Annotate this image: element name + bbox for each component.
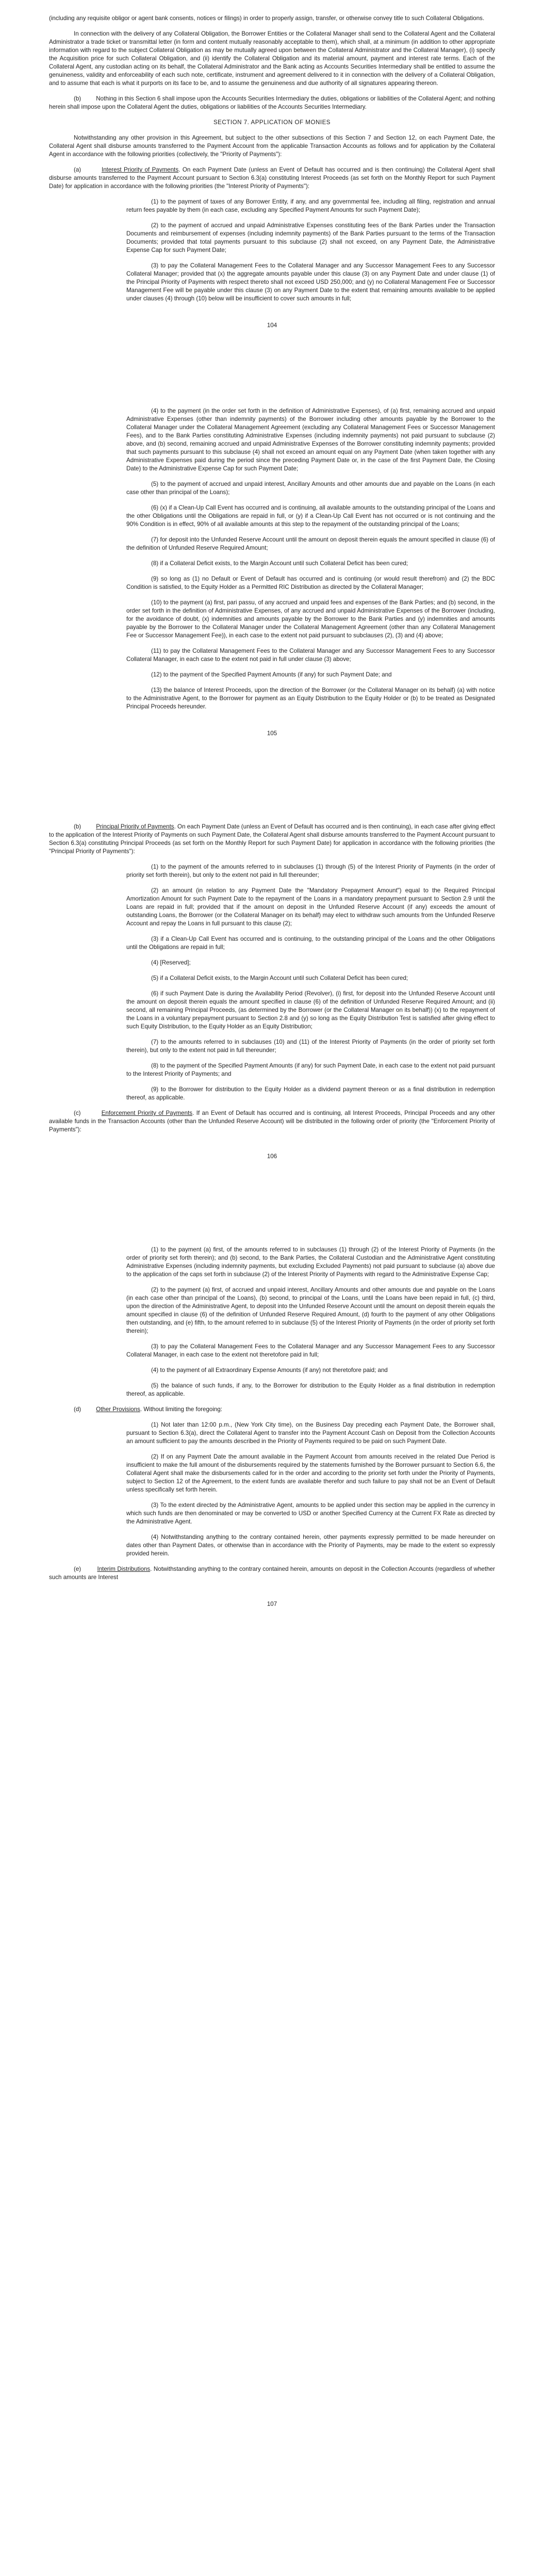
- list-item: (6) (x) if a Clean-Up Call Event has occurred and is continuing, all available amounts to the outstanding principal of the Loans and the other Obligations until the Obligations are repaid in full, or (y) if a Clean-Up Call Event has not occurred or is not continuing and the 90% Condition is in effect, 90% of all available amounts at this step to the repayment of the outstanding principal of the Loans;: [126, 504, 495, 528]
- page-number: 105: [267, 730, 277, 737]
- subsection-label: (d): [74, 1406, 81, 1413]
- delivery-paragraph: In connection with the delivery of any Collateral Obligation, the Borrower Entities or the Collateral Manager shall send to the Collateral Agent and the Collateral Administrator a trade ticket or transmittal letter (in form and content mutually reasonably acceptable to them), which shall, at a minimum (in addition to other appropriate information with regard to the subject Collateral Obligation as may be mutually agreed upon between the Collateral Administrator and the Collateral Manager), (i) specify the Acquisition price for such Collateral Obligation, and (ii) identify the Collateral Obligation and its material amount, payment and interest rate terms. Each of the Collateral Agent, any custodian acting on its behalf, the Collateral Administrator and the Bank acting as Accounts Securities Intermediary shall be entitled to assume the genuineness, validity and enforceability of each such note, certificate, instrument and agreement delivered to it in connection with the delivery of a Collateral Obligation, and to assume that each is what it purports on its face to be, and to assume the genuineness and due authority of all signatures appearing thereon.: [49, 30, 495, 87]
- interest-priority-heading: [49, 166, 495, 191]
- list-item: (4) [Reserved];: [151, 959, 191, 966]
- page-number: 107: [267, 1601, 277, 1607]
- subsection-title: Principal Priority of Payments: [96, 823, 174, 830]
- enforcement-priority-heading: [49, 1109, 495, 1134]
- list-item: (3) to pay the Collateral Management Fees to the Collateral Manager and any Successor Management Fees to any Successor Collateral Manager, in each case to the extent not theretofore paid in full;: [126, 1343, 495, 1358]
- list-item: (6) if such Payment Date is during the Availability Period (Revolver), (i) first, for deposit into the Unfunded Reserve Account until the amount on deposit therein equals the amount specified in clause (6) of the definition of Unfunded Reserve Required Amount; and (ii) second, all remaining Principal Proceeds, (as determined by the Borrower (or the Collateral Manager on its behalf)) (x) to the repayment of the Loans in a voluntary prepayment pursuant to Section 2.8 and (y) so long as the Equity Distribution Test is satisfied after giving effect to such Equity Distribution, to the Equity Holder as an Equity Distribution;: [126, 990, 495, 1030]
- list-item: (4) to the payment of all Extraordinary Expense Amounts (if any) not theretofore paid; and: [151, 1367, 388, 1374]
- list-item: (8) if a Collateral Deficit exists, to the Margin Account until such Collateral Deficit has been cured;: [151, 560, 408, 567]
- list-item: (5) if a Collateral Deficit exists, to the Margin Account until such Collateral Deficit has been cured;: [151, 975, 408, 981]
- section-intro: Notwithstanding any other provision in this Agreement, but subject to the other subsections of this Section 7 and Section 12, on each Payment Date, the Collateral Agent shall disburse amounts transferred to the Payment Account from the applicable Transaction Accounts as follows and for application by the Collateral Agent in accordance with the following priorities (collectively, the "Priority of Payments"):: [49, 134, 495, 158]
- list-item: (10) to the payment (a) first, pari passu, of any accrued and unpaid fees and expenses of the Bank Parties; and (b) second, in the order set forth in the definition of Administrative Expenses, of any accrued and unpaid Administrative Expenses of the Borrower (including, for the avoidance of doubt, (x) indemnities and amounts payable by the Borrower to the Bank Parties and (y) indemnities and amounts payable by the Borrower to the Collateral Manager under the Collateral Management Agreement (other than any Collateral Management Fee or Successor Management Fee)), in each case to the extent not paid pursuant to subclauses (2), (3) and (4) above;: [126, 599, 495, 639]
- subsection-title: Interim Distributions: [97, 1566, 151, 1572]
- list-item: (3) to pay the Collateral Management Fees to the Collateral Manager and any Successor Management Fees to any Successor Collateral Manager; provided that (x) the aggregate amounts payable under this clause (3) on any Payment Date and under clause (1) of the Principal Priority of Payments with respect thereto shall not exceed USD 250,000; and (y) no Collateral Management Fee or Successor Management Fee will be payable under this clause (3) on any Payment Date to the extent that remaining amounts available to be applied under clauses (4) through (10) below will be insufficient to cover such amounts in full;: [126, 262, 495, 302]
- subsection-text: . On each Payment Date (unless an Event of Default has occurred and is then continuing), in each case after giving effect to the application of the Interest Priority of Payments on such Payment Date, the Collateral Agent shall disburse amounts transferred to the Payment Account pursuant to Section 6.3(a) constituting Principal Proceeds (as set forth on the Monthly Report for such Payment Date) for application in accordance with the following priorities (the "Principal Priority of Payments"):: [49, 823, 495, 855]
- list-item: (7) to the amounts referred to in subclauses (10) and (11) of the Interest Priority of Payments (in the order of priority set forth therein), but only to the extent not paid in full thereunder;: [126, 1039, 495, 1054]
- section-heading: SECTION 7. APPLICATION OF MONIES: [213, 119, 331, 126]
- page-104: [49, 14, 495, 330]
- list-item: (9) to the Borrower for distribution to the Equity Holder as a dividend payment thereon or as a final distribution in redemption thereof, as applicable.: [126, 1086, 495, 1101]
- list-item: (1) to the payment (a) first, of the amounts referred to in subclauses (1) through (2) of the Interest Priority of Payments (in the order of priority set forth therein); and (b) second, to the Bank Parties, the Collateral Custodian and the Administrative Agent constituting Administrative Expenses (including indemnity payments, but excluding Excluded Payments) not paid pursuant to subclause (a) above due to the application of the caps set forth in subclause (2) of the Interest Priority of Payments with regard to the Administrative Expense Cap;: [126, 1246, 495, 1278]
- subsection-text: . If an Event of Default has occurred and is continuing, all Interest Proceeds, Principal Proceeds and any other available funds in the Transaction Accounts (other than the Unfunded Reserve Account) will be distributed in the following order of priority (the "Enforcement Priority of Payments"):: [49, 1110, 495, 1133]
- list-item: (5) to the payment of accrued and unpaid interest, Ancillary Amounts and other amounts due and payable on the Loans (in each case other than principal of the Loans);: [126, 481, 495, 496]
- list-item: (3) if a Clean-Up Call Event has occurred and is continuing, to the outstanding principal of the Loans and the other Obligations until the Obligations are repaid in full;: [126, 936, 495, 951]
- list-item: (2) an amount (in relation to any Payment Date the "Mandatory Prepayment Amount") equal to the Required Principal Amortization Amount for such Payment Date to the repayment of the Loans in a mandatory prepayment pursuant to Section 2.9 until the Loans are repaid in full; provided that if the amount on deposit in the Unfunded Reserve Account (if any) exceeds the amount of outstanding Loans, the Borrower (or the Collateral Manager on its behalf) may elect to withdraw such amounts from the Unfunded Reserve Account and repay the Loans in full pursuant to this clause (2);: [126, 887, 495, 927]
- list-item: (4) Notwithstanding anything to the contrary contained herein, other payments expressly permitted to be made hereunder on dates other than Payment Dates, or otherwise than in accordance with the Priority of Payments, may be made to the extent so expressly provided herein.: [126, 1534, 495, 1557]
- principal-priority-heading: [49, 823, 495, 856]
- list-item: (8) to the payment of the Specified Payment Amounts (if any) for such Payment Date, in each case to the extent not paid pursuant to the Interest Priority of Payments; and: [126, 1062, 495, 1077]
- other-provisions-heading: [49, 1405, 495, 1414]
- interim-distributions-heading: [49, 1565, 495, 1582]
- list-item: (1) to the payment of the amounts referred to in subclauses (1) through (5) of the Interest Priority of Payments (in the order of priority set forth therein), but only to the extent not paid in full thereunder;: [126, 863, 495, 878]
- page-break: [49, 738, 495, 823]
- list-item: (2) If on any Payment Date the amount available in the Payment Account from amounts received in the related Due Period is insufficient to make the full amount of the disbursements required by the statements furnished by the Borrower pursuant to Section 6.6, the Collateral Agent shall make the disbursements called for in the order and according to the priority set forth under the Priority of Payments, subject to Section 12 of the Agreement, to the extent funds are available therefor and such failure to pay shall not be an Event of Default unless specifically set forth herein.: [126, 1453, 495, 1493]
- subsection-title: Other Provisions: [96, 1406, 140, 1413]
- page-number: 104: [267, 322, 277, 329]
- list-item: (5) the balance of such funds, if any, to the Borrower for distribution to the Equity Holder as a final distribution in redemption thereof, as applicable.: [126, 1382, 495, 1397]
- subsection-text: . On each Payment Date (unless an Event of Default has occurred and is then continuing) the Collateral Agent shall disburse amounts transferred to the Payment Account pursuant to Section 6.3(a) constituting Interest Proceeds (as set forth on the Monthly Report for such Payment Date) for application in accordance with the following priorities (the "Interest Priority of Payments"):: [49, 166, 495, 190]
- subsection-b-paragraph: [49, 95, 495, 111]
- page-break: [49, 330, 495, 407]
- list-item: (1) to the payment of taxes of any Borrower Entity, if any, and any governmental fee, including all filing, registration and annual return fees payable by them (in each case, excluding any Specified Payment Amounts for such Payment Date);: [126, 198, 495, 213]
- subsection-label: (e): [74, 1566, 81, 1572]
- document-body: [49, 14, 495, 1608]
- list-item: (1) Not later than 12:00 p.m., (New York City time), on the Business Day preceding each Payment Date, the Borrower shall, pursuant to Section 6.3(a), direct the Collateral Agent to transfer into the Payment Account Cash on Deposit from the Collection Accounts an amount sufficient to pay the amounts described in the Priority of Payments required to be paid on such Payment Date.: [126, 1421, 495, 1445]
- page-number: 106: [267, 1153, 277, 1160]
- list-item: (7) for deposit into the Unfunded Reserve Account until the amount on deposit therein equals the amount specified in clause (6) of the definition of Unfunded Reserve Required Amount;: [126, 536, 495, 551]
- list-item: (12) to the payment of the Specified Payment Amounts (if any) for such Payment Date; and: [151, 671, 392, 678]
- page-break: [49, 1161, 495, 1246]
- subsection-text: . Notwithstanding anything to the contrary contained herein, amounts on deposit in the Collection Accounts (regardless of whether such amounts are Interest: [49, 1566, 495, 1581]
- list-item: (3) To the extent directed by the Administrative Agent, amounts to be applied under this section may be applied in the currency in which such funds are then denominated or may be converted to USD or another Specified Currency at the Current FX Rate as directed by the Administrative Agent.: [126, 1502, 495, 1525]
- page-106: [49, 823, 495, 1161]
- list-item: (2) to the payment of accrued and unpaid Administrative Expenses constituting fees of the Bank Parties under the Transaction Documents and reimbursement of expenses (including indemnity payments) of the Bank Parties pursuant to the terms of the Transaction Documents; provided that total payments pursuant to this subclause (2) shall not exceed, on any Payment Date, the Administrative Expense Cap for such Payment Date;: [126, 222, 495, 253]
- list-item: (4) to the payment (in the order set forth in the definition of Administrative Expenses), of (a) first, remaining accrued and unpaid Administrative Expenses (other than indemnity payments) of the Borrower including other amounts payable by the Borrower to the Collateral Manager under the Collateral Management Agreement (excluding any Collateral Management Fees or Successor Management Fees), and to the Bank Parties constituting Administrative Expenses (including indemnity payments) not paid pursuant to subclause (2) above, and (b) second, remaining accrued and unpaid Administrative Expenses of the Borrower constituting indemnity payments; provided that such payments pursuant to this subclause (4) shall not exceed an amount equal on any Payment Date (when taken together with any Administrative Expenses paid during the period since the preceding Payment Date or, in the case of the first Payment Date, the Closing Date) to the Administrative Expense Cap for such Payment Date;: [126, 408, 495, 472]
- page-107: [49, 1246, 495, 1608]
- subsection-title: Enforcement Priority of Payments: [101, 1110, 193, 1116]
- list-item: (13) the balance of Interest Proceeds, upon the direction of the Borrower (or the Collateral Manager on its behalf) (a) with notice to the Administrative Agent, to the Borrower for payment as an Equity Distribution to the Equity Holder or (b) to be treated as Designated Principal Proceeds hereunder.: [126, 687, 495, 710]
- page-105: [49, 407, 495, 738]
- continuation-paragraph: (including any requisite obligor or agent bank consents, notices or filings) in order to properly assign, transfer, or otherwise convey title to such Collateral Obligations.: [49, 15, 485, 22]
- list-item: (9) so long as (1) no Default or Event of Default has occurred and is continuing (or would result therefrom) and (2) the BDC Condition is satisfied, to the Equity Holder as a Permitted RIC Distribution as directed by the Collateral Manager;: [126, 575, 495, 590]
- subsection-label: (b): [74, 95, 81, 102]
- subsection-title: Interest Priority of Payments: [101, 166, 179, 173]
- subsection-text: . Without limiting the foregoing:: [140, 1406, 223, 1413]
- subsection-text: Nothing in this Section 6 shall impose upon the Accounts Securities Intermediary the duties, obligations or liabilities of the Collateral Agent; and nothing herein shall impose upon the Collateral Agent the duties, obligations or liabilities of the Accounts Securities Intermediary.: [49, 95, 495, 110]
- subsection-label: (b): [74, 823, 81, 830]
- subsection-label: (c): [74, 1110, 81, 1116]
- subsection-label: (a): [74, 166, 81, 173]
- list-item: (11) to pay the Collateral Management Fees to the Collateral Manager and any Successor Management Fees to any Successor Collateral Manager, in each case to the extent not paid in full under clause (3) above;: [126, 648, 495, 663]
- list-item: (2) to the payment (a) first, of accrued and unpaid interest, Ancillary Amounts and other amounts due and payable on the Loans (in each case other than principal of the Loans), (b) second, to principal of the Loans, until the Loans have been repaid in full, (c) third, upon the direction of the Administrative Agent, to deposit into the Unfunded Reserve Account until the amount on deposit therein equals the amount specified in clause (6) of the definition of Unfunded Reserve Required Amount, (d) fourth to the payment of any other Obligations then outstanding, and (e) fifth, to the amount referred to in subclause (5) of the Interest Priority of Payments (in the order of priority set forth therein);: [126, 1286, 495, 1334]
